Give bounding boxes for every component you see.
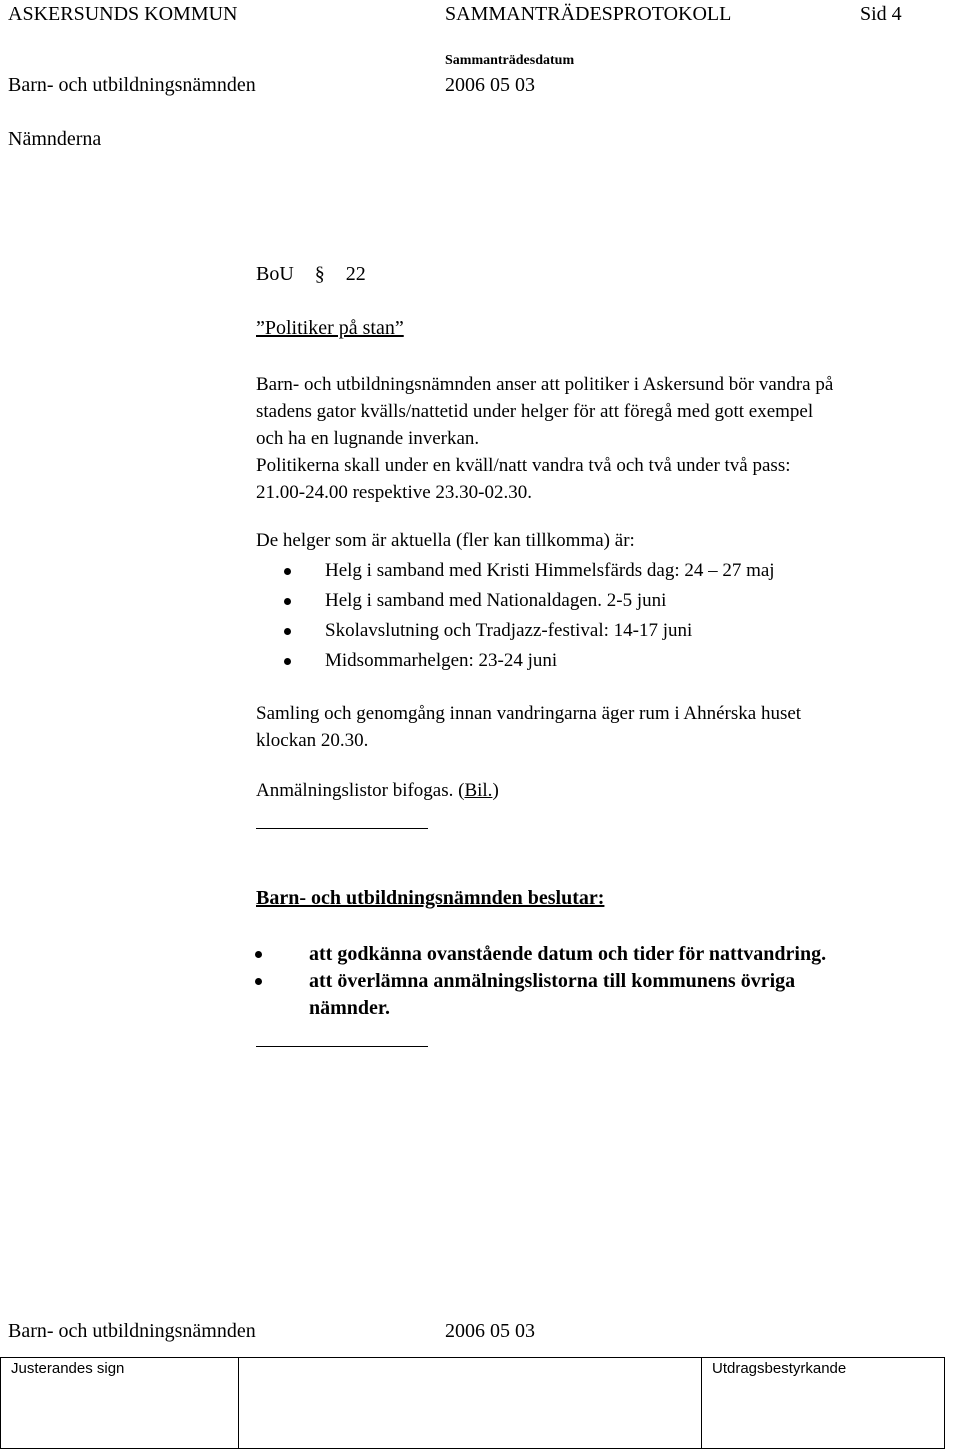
meeting-date: 2006 05 03 xyxy=(445,74,535,96)
attachment-link[interactable]: Bil. xyxy=(464,780,493,801)
separator-line xyxy=(256,828,428,829)
signature-table xyxy=(0,1357,945,1449)
list-item-text: Skolavslutning och Tradjazz-festival: 14-17 juni xyxy=(325,620,693,641)
bullet-icon xyxy=(284,628,291,635)
list-item-text: Midsommarhelgen: 23-24 juni xyxy=(325,650,558,671)
section-heading: Nämnderna xyxy=(8,128,102,150)
bullet-icon xyxy=(255,978,262,985)
justerandes-sign-cell xyxy=(1,1358,239,1449)
document-type: SAMMANTRÄDESPROTOKOLL xyxy=(445,3,732,25)
intro-line: Barn- och utbildningsnämnden anser att politiker i Askersund bör vandra på xyxy=(256,374,834,395)
attachment-paren: ) xyxy=(492,780,499,801)
item-heading xyxy=(256,263,366,286)
bullet-icon xyxy=(284,658,291,665)
intro-line: Politikerna skall under en kväll/natt vandra två och två under två pass: xyxy=(256,455,791,476)
intro-line: 21.00-24.00 respektive 23.30-02.30. xyxy=(256,482,532,503)
section-symbol: § xyxy=(314,263,325,285)
gathering-line: klockan 20.30. xyxy=(256,730,369,751)
gathering-line: Samling och genomgång innan vandringarna äger rum i Ahnérska huset xyxy=(256,703,802,724)
municipality-name: ASKERSUNDS KOMMUN xyxy=(8,3,238,25)
footer-date: 2006 05 03 xyxy=(445,1320,535,1342)
list-item xyxy=(256,616,775,646)
list-item xyxy=(256,646,775,676)
weekends-list xyxy=(256,556,775,676)
separator-line xyxy=(256,1046,428,1047)
weekends-intro: De helger som är aktuella (fler kan tillkomma) är: xyxy=(256,530,635,551)
gathering-paragraph xyxy=(256,700,801,754)
utdragsbestyrkande-label: Utdragsbestyrkande xyxy=(712,1360,847,1377)
list-item-text: Helg i samband med Nationaldagen. 2-5 juni xyxy=(325,590,667,611)
meeting-date-label: Sammanträdesdatum xyxy=(445,53,575,68)
bullet-icon xyxy=(284,568,291,575)
list-item xyxy=(256,556,775,586)
attachment-text: Anmälningslistor bifogas. ( xyxy=(256,780,465,801)
bullet-icon xyxy=(255,951,262,958)
board-name: Barn- och utbildningsnämnden xyxy=(8,74,256,96)
bullet-icon xyxy=(284,598,291,605)
utdragsbestyrkande-cell xyxy=(702,1358,945,1449)
intro-line: och ha en lugnande inverkan. xyxy=(256,428,480,449)
item-number: 22 xyxy=(345,263,366,285)
page-number: Sid 4 xyxy=(860,3,902,25)
decision-list xyxy=(252,941,942,1022)
decision-item xyxy=(252,941,942,968)
intro-line: stadens gator kvälls/nattetid under helger för att föregå med gott exempel xyxy=(256,401,814,422)
item-title: ”Politiker på stan” xyxy=(256,317,404,339)
item-prefix: BoU xyxy=(256,263,294,285)
decision-heading: Barn- och utbildningsnämnden beslutar: xyxy=(256,887,605,909)
justerandes-sign-label: Justerandes sign xyxy=(11,1360,125,1377)
list-item-text: Helg i samband med Kristi Himmelsfärds dag: 24 – 27 maj xyxy=(325,560,775,581)
intro-paragraph xyxy=(256,371,833,506)
signature-cell xyxy=(239,1358,702,1449)
attachment-note xyxy=(256,780,499,802)
decision-item-text: att överlämna anmälningslistorna till kommunens övriga nämnder. xyxy=(309,970,796,1019)
footer-board-name: Barn- och utbildningsnämnden xyxy=(8,1320,256,1342)
decision-item-text: att godkänna ovanstående datum och tider för nattvandring. xyxy=(309,943,827,965)
list-item xyxy=(256,586,775,616)
decision-item xyxy=(252,968,869,1022)
